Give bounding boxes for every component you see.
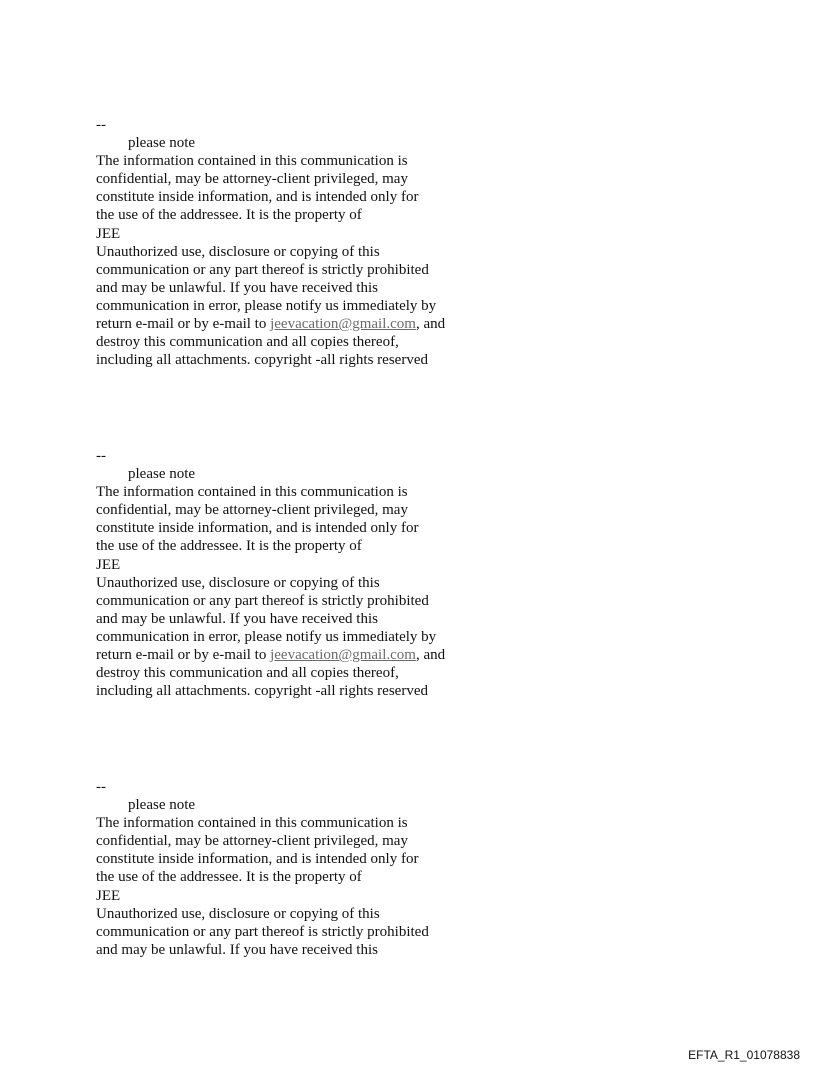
email-line [96, 315, 536, 333]
property-owner: JEE [96, 887, 121, 904]
disclaimer-line: confidential, may be attorney-client privileged, may [96, 171, 408, 188]
email-prefix: return e-mail or by e-mail to [96, 316, 271, 333]
disclaimer-line: constitute inside information, and is intended only for [96, 851, 419, 868]
email-link[interactable]: jeevacation@gmail.com [270, 647, 416, 664]
separator: -- [96, 779, 106, 795]
separator: -- [96, 117, 106, 133]
disclaimer-line: and may be unlawful. If you have received this [96, 610, 378, 627]
disclaimer-line: the use of the addressee. It is the property of [96, 207, 362, 224]
email-suffix: , and [415, 647, 446, 664]
email-line [96, 646, 536, 664]
disclaimer-line: The information contained in this communication is [96, 153, 408, 170]
separator: -- [96, 448, 106, 464]
disclaimer-line: communication or any part thereof is strictly prohibited [96, 923, 429, 940]
disclaimer-line: destroy this communication and all copies thereof, [96, 334, 399, 351]
disclaimer-line: confidential, may be attorney-client privileged, may [96, 502, 408, 519]
email-link[interactable]: jeevacation@gmail.com [270, 316, 416, 333]
disclaimer-line: the use of the addressee. It is the property of [96, 538, 362, 555]
disclaimer-block-3 [96, 778, 536, 959]
disclaimer-line: communication in error, please notify us immediately by [96, 628, 437, 645]
disclaimer-line: communication in error, please notify us immediately by [96, 297, 437, 314]
disclaimer-line: The information contained in this communication is [96, 484, 408, 501]
disclaimer-line: constitute inside information, and is intended only for [96, 189, 419, 206]
disclaimer-line: and may be unlawful. If you have received this [96, 279, 378, 296]
disclaimer-line: constitute inside information, and is intended only for [96, 520, 419, 537]
property-owner: JEE [96, 556, 121, 573]
disclaimer-line: destroy this communication and all copies thereof, [96, 665, 399, 682]
disclaimer-line: the use of the addressee. It is the property of [96, 869, 362, 886]
disclaimer-line: including all attachments. copyright -all rights reserved [96, 352, 428, 369]
disclaimer-line: communication or any part thereof is strictly prohibited [96, 261, 429, 278]
email-suffix: , and [415, 316, 446, 333]
please-note-heading: please note [128, 797, 196, 814]
document-id-footer: EFTA_R1_01078838 [688, 1048, 800, 1062]
disclaimer-line: Unauthorized use, disclosure or copying of this [96, 574, 380, 591]
property-owner: JEE [96, 225, 121, 242]
email-prefix: return e-mail or by e-mail to [96, 647, 271, 664]
disclaimer-line: confidential, may be attorney-client privileged, may [96, 833, 408, 850]
disclaimer-line: Unauthorized use, disclosure or copying of this [96, 905, 380, 922]
disclaimer-line: communication or any part thereof is strictly prohibited [96, 592, 429, 609]
disclaimer-block-1 [96, 116, 536, 369]
disclaimer-line: The information contained in this communication is [96, 815, 408, 832]
disclaimer-block-2 [96, 447, 536, 700]
please-note-heading: please note [128, 466, 196, 483]
disclaimer-line: and may be unlawful. If you have received this [96, 941, 378, 958]
disclaimer-line: Unauthorized use, disclosure or copying of this [96, 243, 380, 260]
disclaimer-line: including all attachments. copyright -all rights reserved [96, 683, 428, 700]
please-note-heading: please note [128, 135, 196, 152]
